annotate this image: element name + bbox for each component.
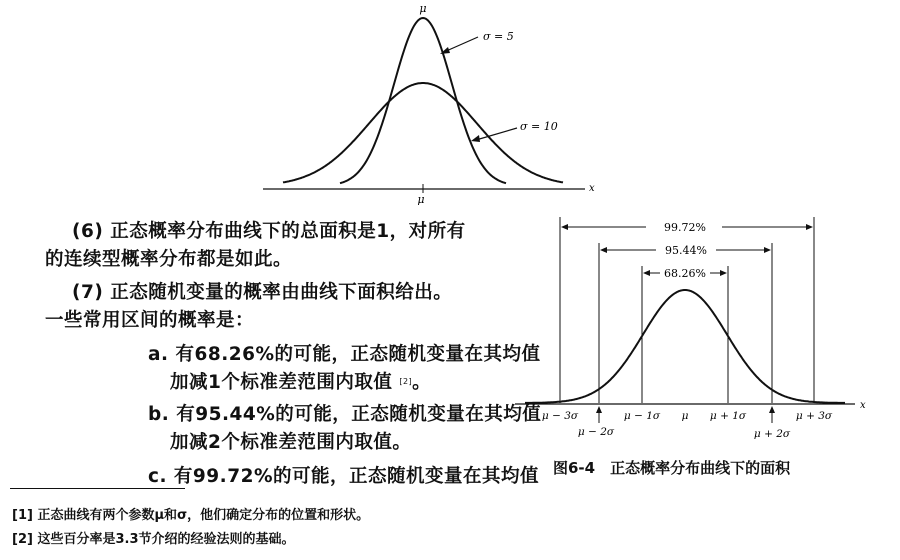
item-a-text: 加减1个标准差范围内取值 [170, 372, 393, 393]
pct-95-44: 95.44% [665, 244, 707, 257]
arrowhead [561, 224, 568, 230]
para-6-line1: (6) 正态概率分布曲线下的总面积是1，对所有 [72, 221, 466, 242]
top-x-label: x [589, 183, 595, 194]
arrowhead [643, 270, 650, 276]
top-mu-label-bottom: μ [417, 193, 425, 205]
arrowhead-sigma10 [471, 135, 480, 142]
para-7-line1: (7) 正态随机变量的概率由曲线下面积给出。 [72, 282, 453, 303]
label-sigma10: σ = 10 [520, 120, 558, 133]
arrowhead [600, 247, 607, 253]
tick-label-plus-3sigma: μ + 3σ [795, 410, 833, 422]
item-a-end: 。 [412, 372, 432, 393]
item-b-line1: b. 有95.44%的可能，正态随机变量在其均值 [148, 404, 542, 425]
label-sigma5: σ = 5 [483, 30, 514, 43]
item-b-line2: 加减2个标准差范围内取值。 [170, 432, 412, 453]
item-a-line1: a. 有68.26%的可能，正态随机变量在其均值 [148, 344, 541, 365]
top-mu-label: μ [419, 2, 427, 15]
arrowhead [806, 224, 813, 230]
para-7-line2: 一些常用区间的概率是： [45, 310, 255, 331]
pct-99-72: 99.72% [664, 221, 706, 234]
footnote-divider [10, 488, 185, 489]
para-6-line2: 的连续型概率分布都是如此。 [45, 249, 293, 270]
top-normal-curves-figure [0, 0, 900, 205]
tick-label-mu: μ [681, 410, 689, 422]
tick-label-minus-2sigma: μ − 2σ [577, 426, 615, 438]
pct-68-26: 68.26% [664, 267, 706, 280]
curve-sigma-5 [340, 18, 506, 183]
footnote-ref-2: [2] [399, 377, 413, 386]
tick-label-minus-1sigma: μ − 1σ [623, 410, 661, 422]
item-c-line1: c. 有99.72%的可能，正态随机变量在其均值 [148, 466, 539, 487]
arrow-sigma5 [444, 37, 478, 52]
figure-caption: 图6-4 正态概率分布曲线下的面积 [553, 459, 791, 477]
tick-label-minus-3sigma: μ − 3σ [541, 410, 579, 422]
arrowhead [769, 406, 775, 413]
arrowhead [596, 406, 602, 413]
tick-label-plus-1sigma: μ + 1σ [709, 410, 747, 422]
item-a-line2 [170, 368, 431, 394]
arrowhead [764, 247, 771, 253]
footnote-2: [2] 这些百分率是3.3节介绍的经验法则的基础。 [12, 532, 295, 547]
right-x-label: x [860, 400, 866, 411]
area-under-curve-figure [500, 205, 900, 445]
arrowhead [720, 270, 727, 276]
footnote-1: [1] 正态曲线有两个参数μ和σ，他们确定分布的位置和形状。 [12, 508, 370, 523]
standard-normal-curve [525, 290, 845, 403]
tick-label-plus-2sigma: μ + 2σ [753, 428, 791, 440]
